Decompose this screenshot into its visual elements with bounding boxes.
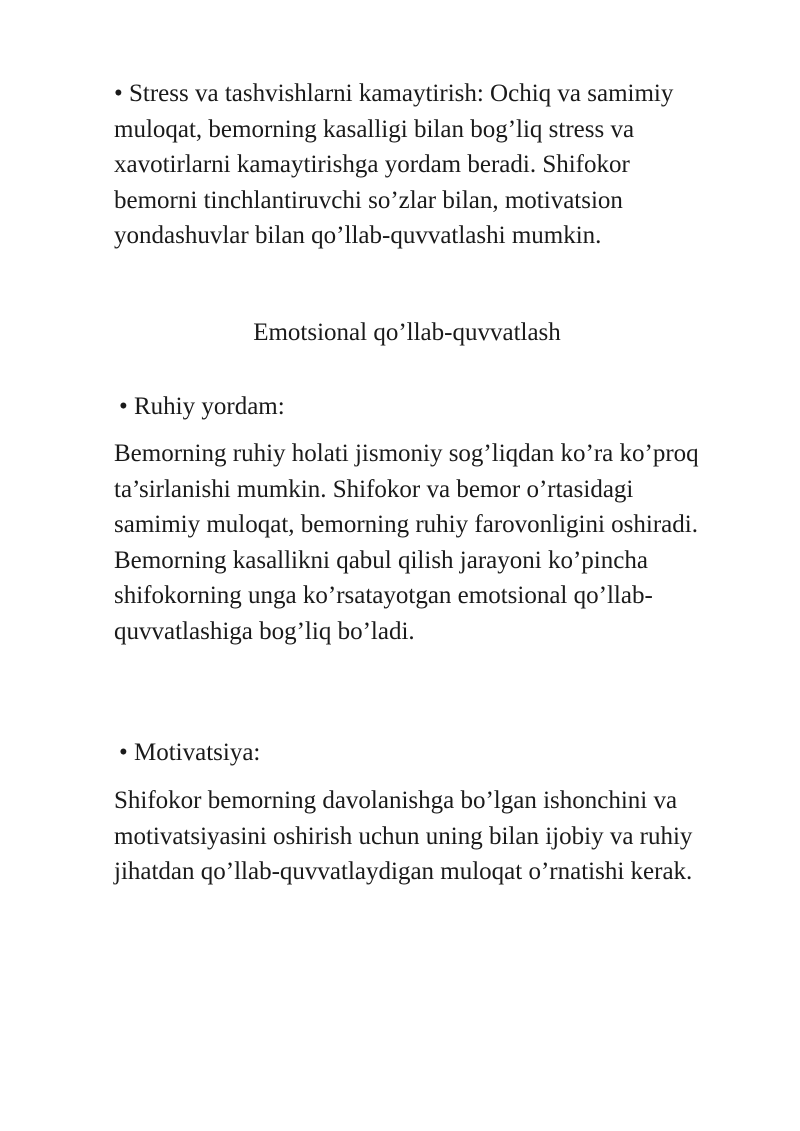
bullet-motivatsiya: • Motivatsiya:: [119, 739, 261, 766]
section-heading: Emotsional qo’llab-quvvatlash: [253, 319, 561, 346]
paragraph-stress: • Stress va tashvishlarni kamaytirish: Ochiq va samimiy muloqat, bemorning kasalligi bilan bog’liq stress va xavotirlarni kamaytirishga yordam beradi. Shifokor bemorni tinchlantiruvchi so’zlar bilan, motivatsion yondashuvlar bilan qo’llab-quvvatlashi mumkin.: [114, 80, 674, 249]
bullet-ruhiy-yordam: • Ruhiy yordam:: [119, 393, 285, 420]
paragraph-motivatsiya: Shifokor bemorning davolanishga bo’lgan ishonchini va motivatsiyasini oshirish uchun uning bilan ijobiy va ruhiy jihatdan qo’llab-quvvatlaydigan muloqat o’rnatishi kerak.: [114, 787, 693, 885]
paragraph-ruhiy-yordam: Bemorning ruhiy holati jismoniy sog’liqdan ko’ra ko’proq ta’sirlanishi mumkin. Shifokor va bemor o’rtasidagi samimiy muloqat, bemorning ruhiy farovonligini oshiradi. Bemorning kasallikni qabul qilish jarayoni ko’pincha shifokorning unga ko’rsatayotgan emotsional qo’llab- quvvatlashiga bog’liq bo’ladi.: [114, 440, 699, 645]
